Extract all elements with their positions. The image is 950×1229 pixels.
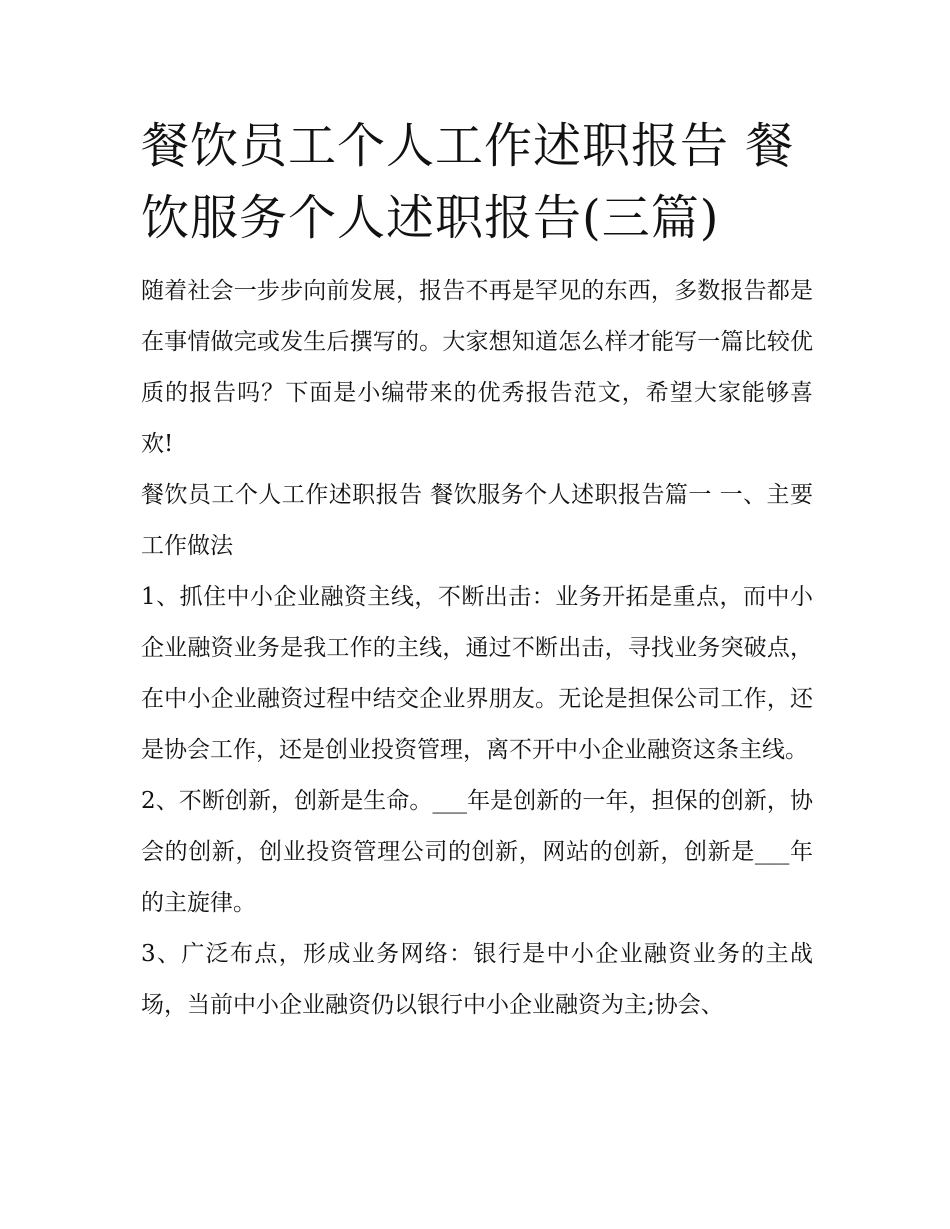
document-page <box>141 110 813 1031</box>
document-title: 餐饮员工个人工作述职报告 餐饮服务个人述职报告(三篇) <box>141 118 795 246</box>
list-item-paragraph: 2、不断创新，创新是生命。___年是创新的一年，担保的创新，协会的创新，创业投资管理公司的创新，网站的创新，创新是___年的主旋律。 <box>141 788 813 916</box>
section-heading-paragraph: 餐饮员工个人工作述职报告 餐饮服务个人述职报告篇一 一、主要工作做法 <box>141 482 813 559</box>
list-item-paragraph: 1、抓住中小企业融资主线，不断出击：业务开拓是重点，而中小企业融资业务是我工作的主线，通过不断出击，寻找业务突破点，在中小企业融资过程中结交企业界朋友。无论是担保公司工作，还是协会工作，还是创业投资管理，离不开中小企业融资这条主线。 <box>141 584 813 763</box>
intro-paragraph: 随着社会一步步向前发展，报告不再是罕见的东西，多数报告都是在事情做完或发生后撰写的。大家想知道怎么样才能写一篇比较优质的报告吗？下面是小编带来的优秀报告范文，希望大家能够喜欢! <box>141 278 813 457</box>
document-body <box>141 266 813 1031</box>
list-item-paragraph: 3、广泛布点，形成业务网络：银行是中小企业融资业务的主战场，当前中小企业融资仍以银行中小企业融资为主;协会、 <box>141 941 813 1018</box>
